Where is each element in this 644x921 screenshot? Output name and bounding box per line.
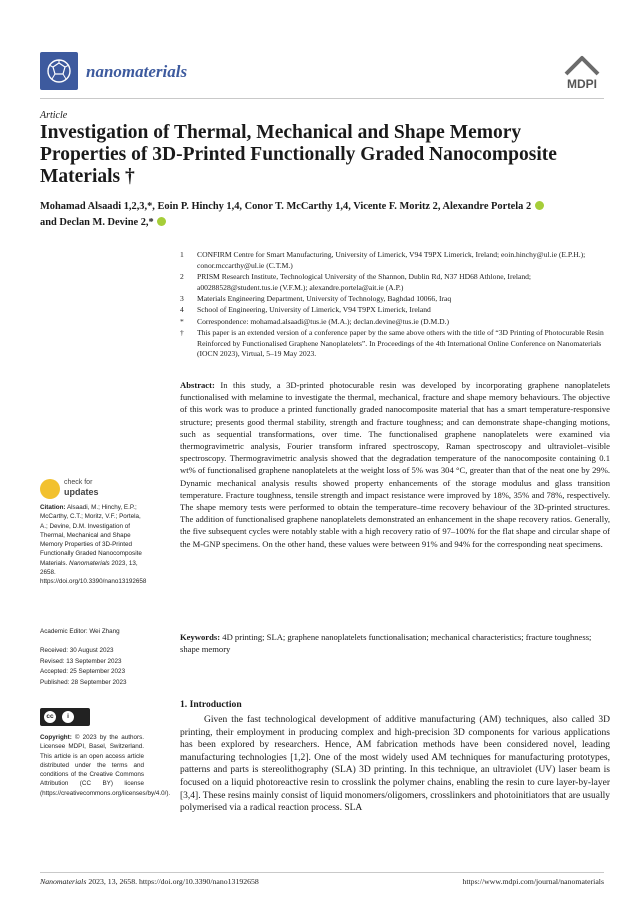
author-list xyxy=(40,199,610,231)
keywords xyxy=(180,631,610,655)
abstract-text: In this study, a 3D-printed photocurable resin was developed by incorporating graphene nanoplatelets functionalised with melamine to investigate the thermal, mechanical, fracture and shape memory behaviours. The objective of this work was to produce a printed functionally graded nanocomposite material that has a smart temperature-responsive structure; presents good thermal stability, strength and fracture toughness; and can demonstrate shape-changing motions, such as sequential transformations, over time. The functionalised graphene nanoplatelets were examined via thermogravimetric analysis, Fourier transform infrared spectroscopy, Raman spectroscopy and ultraviolet–visible spectroscopy. Thermogravimetric analysis showed that the degradation temperature of the nanocomposite containing 0.1 wt% of functionalised graphene nanoplatelets at the weight loss of 5% was 304 °C, greater than that of the neat one by 29%. Dynamic mechanical analysis results showed property enhancements of the storage modulus and glass transition temperature. Fracture toughness, tensile strength and impact resistance were improved by 18%, 35% and 78%, respectively. The shape memory tests were performed to obtain the temperature–time recovery behaviour of the 3D-printed structures. The addition of functionalised graphene nanoplatelets demonstrated an enhancement in the shape recovery ratios. Generally, the five subsequent cycles were notably stable with a high recovery ratio of 97–100% for the flat shape and circular shape of the M-GNP specimens. On the other hand, these values were between 91% and 94% for the corresponding neat specimens. xyxy=(180,380,610,549)
affiliation-item: 3 Materials Engineering Department, University of Technology, Baghdad 10066, Iraq xyxy=(180,293,452,303)
publisher-logo[interactable] xyxy=(560,54,604,92)
accepted-date: Accepted: 25 September 2023 xyxy=(40,668,126,676)
cc-license-icon[interactable]: cc i xyxy=(40,708,90,726)
correspondence[interactable]: * Correspondence: mohamad.alsaadi@tus.ie (M.A.); declan.devine@tus.ie (D.M.D.) xyxy=(180,316,450,326)
header-divider xyxy=(40,98,604,99)
citation: Citation: Alsaadi, M.; Hinchy, E.P.; McCarthy, C.T.; Moritz, V.F.; Portela, A.; Devine, D.M. Investigation of Thermal, Mechanical and Shape Memory Properties of 3D-Printed Functionally Graded Nanocomposite Materials. Nanomaterials 2023, 13, 2658. https://doi.org/10.3390/nano13192658 xyxy=(40,504,147,586)
received-date: Received: 30 August 2023 xyxy=(40,647,114,654)
citation-doi-link[interactable]: 2023, 13, 2658. https://doi.org/10.3390/nano13192658 xyxy=(40,559,147,586)
publisher-name: MDPI xyxy=(567,77,597,91)
footer-journal-link[interactable]: https://www.mdpi.com/journal/nanomaterials xyxy=(462,877,604,886)
author-line-2[interactable]: and Declan M. Devine 2,* xyxy=(40,217,154,228)
affiliations xyxy=(180,250,610,361)
introduction-text: Given the fast technological development of additive manufacturing (AM) techniques, also called 3D printing, their employment in producing complex and high-precision 3D components for various applications has been explored by researchers. Hence, AM fabrication methods have been considered novel, leading manufacturing technologies [1,2]. One of the most widely used AM techniques for manufacturing prototypes, patterns and parts is stereolithography (SLA) 3D printing. In this technique, an ultraviolet (UV) laser beam is focused on a liquid photoreactive resin to crosslink the polymer chains, enabling the resin to cure layer-by-layer [3,4]. These resins mainly consist of liquid monomers/oligomers, crosslinkers and photoinitiators that are usually polymerised via a radical reaction process. SLA xyxy=(180,715,610,814)
footer-divider xyxy=(40,872,604,873)
orcid-icon[interactable] xyxy=(157,217,166,226)
abstract xyxy=(180,379,610,550)
fullerene-icon xyxy=(45,57,73,85)
check-for-updates-button[interactable]: check for updates xyxy=(40,479,150,501)
article-type: Article xyxy=(40,110,68,121)
article-title: Investigation of Thermal, Mechanical and Shape Memory Properties of 3D-Printed Functionally Graded Nanocomposite Materials † xyxy=(40,122,557,187)
conference-note: † This paper is an extended version of a conference paper by the same above others with the title of “3D Printing of Photocurable Resin Reinforced by Functionalised Graphene Nanoplatelets”. In Proceedings of the 4th International Online Conference on Nanomaterials (IOCN 2023), Virtual, 5–19 May 2023. xyxy=(180,328,604,359)
check-updates-icon xyxy=(40,479,60,499)
section-heading: 1. Introduction xyxy=(180,699,242,710)
footer-doi-link[interactable]: 2023, 13, 2658. https://doi.org/10.3390/nano13192658 xyxy=(88,877,259,886)
revised-date: Revised: 13 September 2023 xyxy=(40,657,122,665)
abstract-label: Abstract: xyxy=(180,380,215,390)
keywords-text: 4D printing; SLA; graphene nanoplatelets functionalisation; mechanical characteristics; fracture toughness; shape memory xyxy=(180,632,592,655)
publication-dates xyxy=(40,646,144,688)
affiliation-item: 4 School of Engineering, University of Limerick, V94 T9PX Limerick, Ireland xyxy=(180,305,431,315)
orcid-icon[interactable] xyxy=(535,201,544,210)
journal-name[interactable]: nanomaterials xyxy=(86,62,188,81)
affiliation-item: 2 PRISM Research Institute, Technological University of the Shannon, Dublin Rd, N37 HD68 Athlone, Ireland; a00288528@student.tus.ie (V.F.M.); alexandre.portela@ait.ie (A.P.) xyxy=(180,271,532,292)
author-line-1[interactable]: Mohamad Alsaadi 1,2,3,*, Eoin P. Hinchy 1,4, Conor T. McCarthy 1,4, Vicente F. Moritz 2, Alexandre Portela 2 xyxy=(40,201,532,212)
copyright-notice: Copyright: © 2023 by the authors. Licensee MDPI, Basel, Switzerland. This article is an open access article distributed under the terms and conditions of the Creative Commons Attribution (CC BY) license (https://creativecommons.org/licenses/by/4.0/). xyxy=(40,734,171,797)
academic-editor: Academic Editor: Wei Zhang xyxy=(40,628,120,635)
mdpi-icon xyxy=(560,54,604,92)
published-date: Published: 28 September 2023 xyxy=(40,678,127,686)
keywords-label: Keywords: xyxy=(180,632,221,642)
footer-citation: Nanomaterials 2023, 13, 2658. https://doi.org/10.3390/nano13192658 xyxy=(40,877,259,886)
journal-logo xyxy=(40,52,78,90)
affiliation-item: 1 CONFIRM Centre for Smart Manufacturing, University of Limerick, V94 T9PX Limerick, Ireland; eoin.hinchy@ul.ie (E.P.H.); conor.mccarthy@ul.ie (C.T.M.) xyxy=(180,250,586,270)
